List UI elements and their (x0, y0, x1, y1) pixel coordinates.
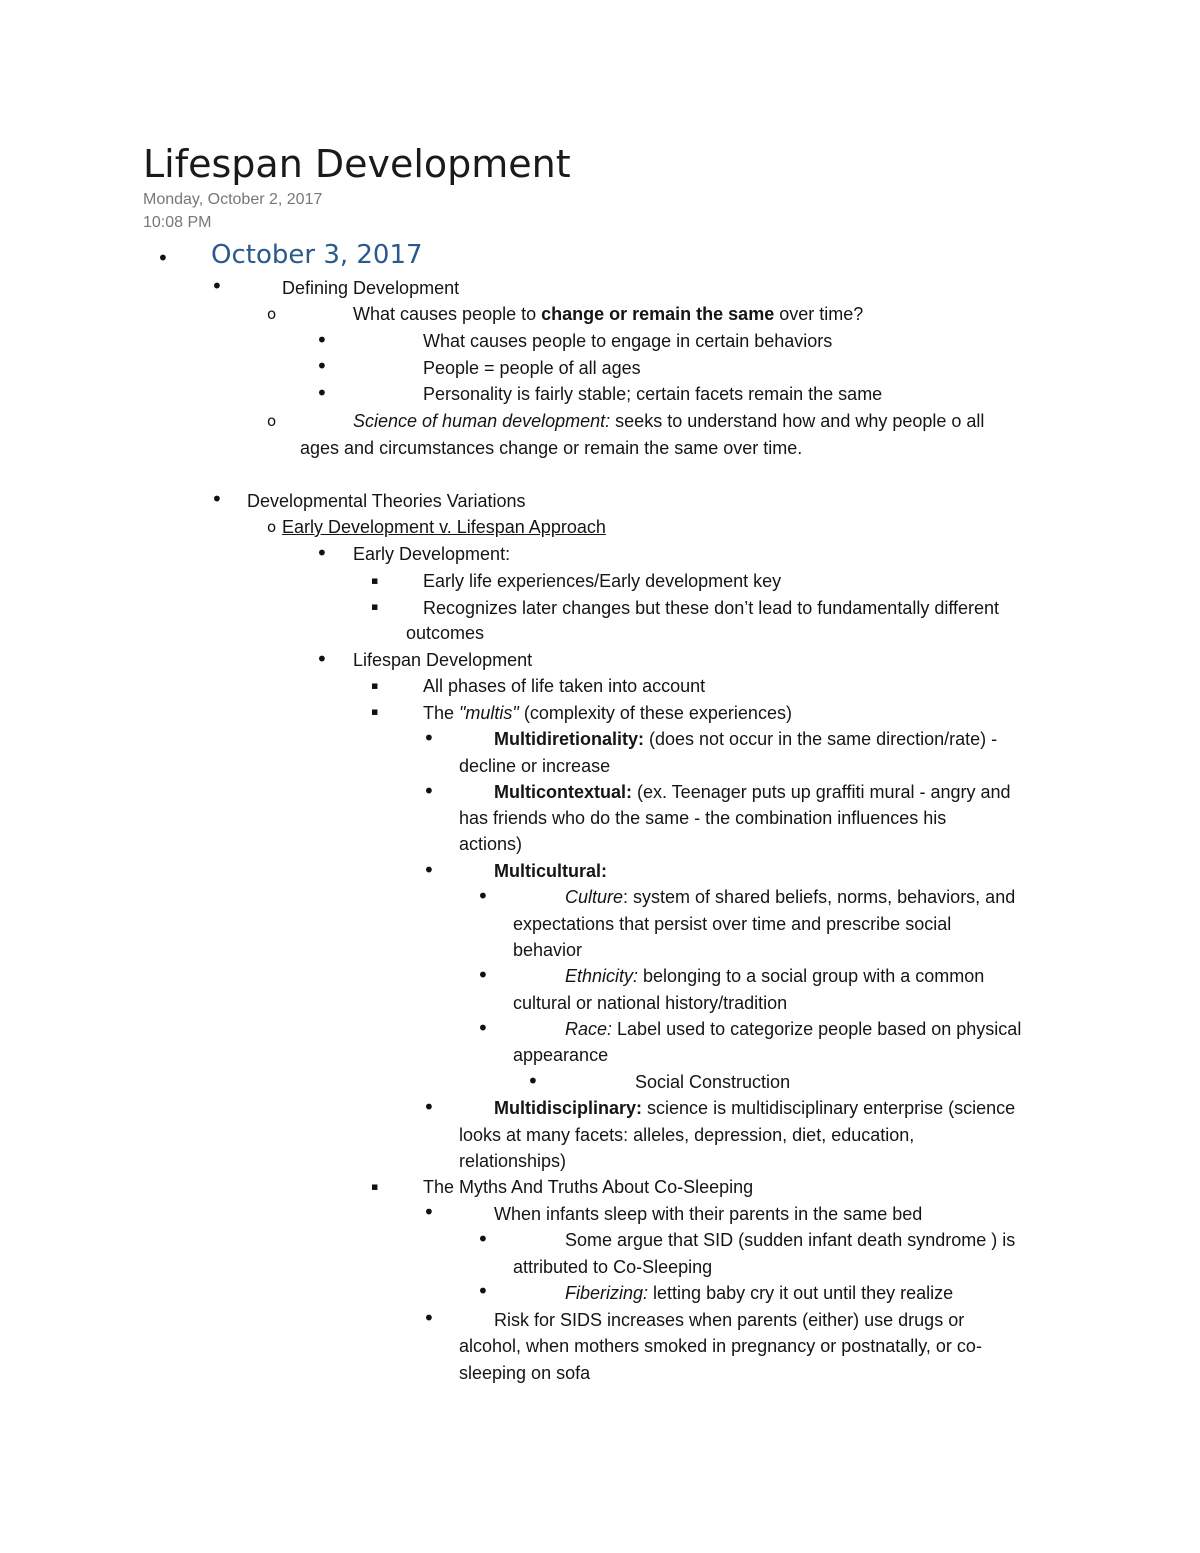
bullet-disc-icon: • (423, 726, 435, 750)
bullet-disc-icon: • (316, 647, 328, 671)
outline-item: Some argue that SID (sudden infant death syndrome ) is (565, 1230, 1016, 1250)
bullet-disc-icon: • (477, 884, 489, 908)
outline-item-continuation: behavior (513, 940, 583, 960)
outline-item: Race: Label used to categorize people based on physical (565, 1019, 1022, 1039)
bullet-disc-icon: • (316, 541, 328, 565)
outline-item: Early Development: (353, 544, 511, 564)
outline-item: Ethnicity: belonging to a social group with a common (565, 966, 985, 986)
outline-item: Early Development v. Lifespan Approach (282, 517, 606, 537)
bullet-disc-icon: • (316, 381, 328, 405)
outline-item: All phases of life taken into account (423, 676, 706, 696)
outline-item: Fiberizing: letting baby cry it out until they realize (565, 1283, 954, 1303)
outline-item: Culture: system of shared beliefs, norms, behaviors, and (565, 887, 1016, 907)
outline-item-continuation: decline or increase (459, 756, 611, 776)
bullet-disc-icon: • (423, 1095, 435, 1119)
bullet-disc-icon: • (477, 1016, 489, 1040)
outline-item-continuation: sleeping on sofa (459, 1363, 591, 1383)
bullet-disc-icon: • (316, 354, 328, 378)
bullet-disc-icon: • (477, 1279, 489, 1303)
outline-item: Multidisciplinary: science is multidisciplinary enterprise (science (494, 1098, 1016, 1118)
outline-item: The "multis" (complexity of these experiences) (423, 703, 792, 723)
outline-item: Multicontextual: (ex. Teenager puts up graffiti mural - angry and (494, 782, 1011, 802)
outline-item-continuation: cultural or national history/tradition (513, 993, 788, 1013)
outline-item-continuation: alcohol, when mothers smoked in pregnancy or postnatally, or co- (459, 1336, 982, 1356)
bullet-square-icon: ▪ (371, 1180, 379, 1193)
outline-item-continuation: appearance (513, 1045, 609, 1065)
outline-item: When infants sleep with their parents in the same bed (494, 1204, 923, 1224)
section-heading: October 3, 2017 (211, 240, 423, 270)
outline-item-continuation: looks at many facets: alleles, depression, diet, education, (459, 1125, 915, 1145)
bullet-disc-icon: • (423, 858, 435, 882)
outline-item: Risk for SIDS increases when parents (either) use drugs or (494, 1310, 965, 1330)
outline-item: Developmental Theories Variations (247, 491, 526, 511)
outline-item-continuation: actions) (459, 834, 523, 854)
outline-item: Defining Development (282, 278, 460, 298)
outline-item: People = people of all ages (423, 358, 641, 378)
bullet-disc-icon: • (423, 779, 435, 803)
bullet-disc-icon: • (477, 1227, 489, 1251)
outline-item-continuation: has friends who do the same - the combination influences his (459, 808, 947, 828)
bullet-disc-icon: • (211, 487, 223, 511)
bullet-disc-icon: • (423, 1306, 435, 1330)
bullet-square-icon: ▪ (371, 600, 379, 613)
page-title: Lifespan Development (143, 142, 571, 186)
outline-item: Early life experiences/Early development key (423, 571, 782, 591)
outline-item: Lifespan Development (353, 650, 533, 670)
bullet-circle-icon: o (267, 305, 277, 323)
bullet-disc-icon: • (157, 246, 169, 270)
bullet-circle-icon: o (267, 518, 277, 536)
outline-item: Science of human development: seeks to understand how and why people o all (353, 411, 985, 431)
outline-item: Personality is fairly stable; certain facets remain the same (423, 384, 883, 404)
bullet-disc-icon: • (211, 274, 223, 298)
outline-item: Multicultural: (494, 861, 607, 881)
outline-item: Social Construction (635, 1072, 791, 1092)
note-date: Monday, October 2, 2017 (143, 191, 323, 208)
bullet-square-icon: ▪ (371, 705, 379, 718)
outline-item: Multidiretionality: (does not occur in the same direction/rate) - (494, 729, 998, 749)
bullet-disc-icon: • (316, 328, 328, 352)
bullet-circle-icon: o (267, 412, 277, 430)
bullet-disc-icon: • (527, 1069, 539, 1093)
bullet-disc-icon: • (477, 963, 489, 987)
outline-item-continuation: expectations that persist over time and prescribe social (513, 914, 952, 934)
outline-item-continuation: outcomes (406, 623, 485, 643)
note-time: 10:08 PM (143, 214, 212, 231)
outline-item: What causes people to change or remain the same over time? (353, 304, 864, 324)
outline-item: Recognizes later changes but these don’t lead to fundamentally different (423, 598, 1000, 618)
bullet-square-icon: ▪ (371, 679, 379, 692)
outline-item: The Myths And Truths About Co-Sleeping (423, 1177, 754, 1197)
bullet-square-icon: ▪ (371, 574, 379, 587)
bullet-disc-icon: • (423, 1200, 435, 1224)
outline-item-continuation: attributed to Co-Sleeping (513, 1257, 713, 1277)
outline-item: What causes people to engage in certain behaviors (423, 331, 833, 351)
outline-item-continuation: relationships) (459, 1151, 567, 1171)
outline-item-continuation: ages and circumstances change or remain the same over time. (300, 438, 803, 458)
